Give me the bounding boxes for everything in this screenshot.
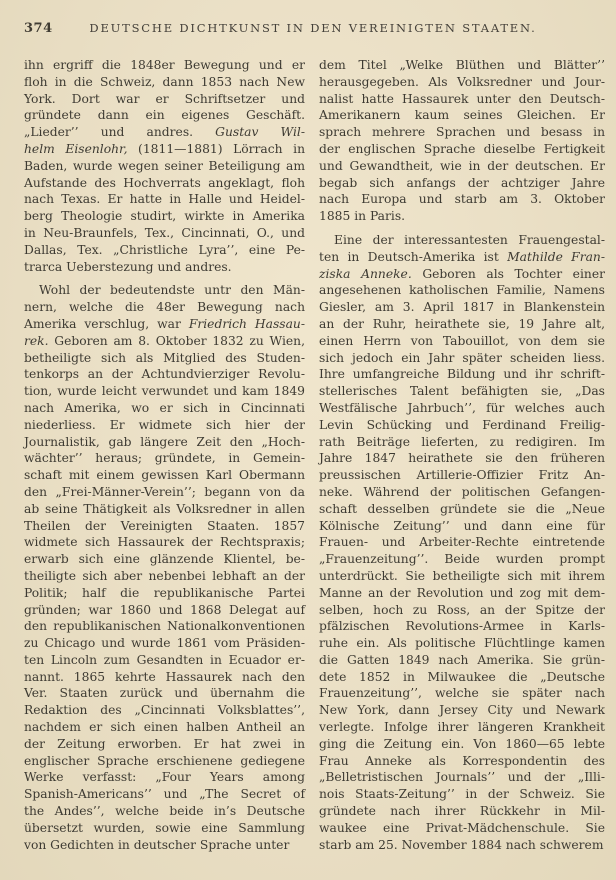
text-line — [319, 333, 605, 350]
text-segment: Aufstande des Hochverrats angeklagt, floh — [24, 175, 305, 190]
text-segment: Frauenzeitung’’, welche sie später nach — [319, 686, 605, 701]
text-line — [24, 91, 305, 108]
text-line — [319, 484, 605, 501]
text-line — [319, 753, 605, 770]
text-line — [24, 225, 305, 242]
text-segment: niederliess. Er widmete sich hier der — [24, 417, 305, 432]
text-segment: schaft mit einem gewissen Karl Obermann — [24, 468, 305, 483]
text-segment: Dallas, Tex. „Christliche Lyra’’, eine Pe- — [24, 242, 305, 257]
text-segment: Politik; half die republikanische Partei — [24, 585, 305, 600]
italic-text-segment: ziska Anneke. — [319, 266, 412, 281]
text-line — [24, 652, 305, 669]
text-segment: sich jedoch ein Jahr später scheiden liess. — [319, 350, 605, 365]
text-segment: starb am 25. November 1884 nach schwerem — [319, 837, 604, 852]
text-segment: der Zeitung erworben. Er hat zwei in — [24, 736, 305, 751]
text-segment: 1885 in Paris. — [319, 209, 406, 224]
text-segment: ten in Deutsch-Amerika ist — [319, 249, 508, 264]
text-line — [24, 685, 305, 702]
text-segment: dete 1852 in Milwaukee die „Deutsche — [319, 669, 605, 684]
text-line — [24, 175, 305, 192]
text-line — [319, 685, 605, 702]
text-segment: nachdem er sich einen halben Antheil an — [24, 720, 305, 735]
text-line — [24, 124, 305, 141]
text-line — [24, 618, 305, 635]
text-line — [319, 366, 605, 383]
text-segment: verlegte. Infolge ihrer längeren Krankheit — [319, 720, 605, 735]
text-segment: stellerisches Talent befähigten sie, „Das — [319, 384, 605, 399]
text-segment: Kölnische Zeitung’’ und dann eine für — [319, 518, 605, 533]
text-segment: nois Staats-Zeitung’’ in der Schweiz. Sie — [319, 787, 605, 802]
text-segment: „Frauenzeitung’’. Beide wurden prompt — [319, 552, 605, 567]
italic-text-segment: rek. — [24, 333, 49, 348]
text-line — [24, 333, 305, 350]
page-number: 374 — [24, 21, 53, 36]
text-segment: widmete sich Hassaurek der Rechtspraxis; — [24, 535, 305, 550]
text-segment: die Gatten 1849 nach Amerika. Sie grün- — [319, 652, 605, 667]
text-segment: nannt. 1865 kehrte Hassaurek nach den — [24, 669, 305, 684]
text-line — [24, 158, 305, 175]
text-segment: den „Frei-Männer-Verein’’; begann von da — [24, 484, 305, 499]
text-line — [24, 484, 305, 501]
text-segment: selben, hoch zu Ross, an der Spitze der — [319, 602, 605, 617]
text-columns — [24, 57, 605, 853]
text-line — [319, 618, 605, 635]
text-segment: Redaktion des „Cincinnati Volksblattes’’, — [24, 703, 305, 718]
text-segment: Journalistik, gab längere Zeit den „Hoch- — [24, 434, 305, 449]
text-line — [319, 467, 605, 484]
text-segment: Ver. Staaten zurück und übernahm die — [24, 686, 305, 701]
text-line — [319, 602, 605, 619]
text-line — [319, 191, 605, 208]
text-line — [24, 366, 305, 383]
text-segment: Frauen- und Arbeiter-Rechte eintretende — [319, 535, 605, 550]
text-line — [319, 141, 605, 158]
text-line — [319, 400, 605, 417]
text-line — [319, 282, 605, 299]
text-line — [24, 753, 305, 770]
text-line — [24, 501, 305, 518]
text-line — [319, 669, 605, 686]
text-segment: Frau Anneke als Korrespondentin des — [319, 753, 605, 768]
text-segment: einen Herrn von Tabouillot, von dem sie — [319, 333, 605, 348]
text-segment: unterdrückt. Sie betheiligte sich mit ihrem — [319, 568, 605, 583]
text-segment: Theilen der Vereinigten Staaten. 1857 — [24, 518, 305, 533]
text-line — [24, 635, 305, 652]
text-segment: gründete dann ein eigenes Geschäft. — [24, 108, 305, 123]
text-segment: Eine der interessantesten Frauengestal- — [334, 232, 605, 247]
text-line — [24, 74, 305, 91]
text-line — [24, 400, 305, 417]
text-segment: dem Titel „Welke Blüthen und Blätter’’ — [319, 58, 605, 72]
text-line — [24, 551, 305, 568]
text-segment: Geboren am 8. Oktober 1832 zu Wien, — [48, 333, 305, 348]
text-segment: Levin Schücking und Ferdinand Freilig- — [319, 417, 605, 432]
text-segment: der englischen Sprache dieselbe Fertigkeit — [319, 141, 605, 156]
text-segment: Baden, wurde wegen seiner Beteiligung am — [24, 158, 305, 173]
text-segment: erwarb sich eine glänzende Klientel, be- — [24, 552, 305, 567]
text-line — [24, 299, 305, 316]
text-line — [319, 124, 605, 141]
text-line — [24, 282, 305, 299]
text-segment: in Neu-Braunfels, Tex., Cincinnati, O., und — [24, 225, 305, 240]
text-segment: Jahre 1847 heirathete sie den früheren — [319, 451, 605, 466]
text-segment: New York, dann Jersey City und Newark — [319, 703, 605, 718]
text-segment: den republikanischen Nationalkonventionen — [24, 619, 305, 634]
text-line — [319, 383, 605, 400]
text-line — [24, 107, 305, 124]
text-line — [319, 786, 605, 803]
text-line — [24, 208, 305, 225]
text-line — [24, 837, 305, 854]
text-segment: Spanish-Americans’’ und „The Secret of — [24, 787, 305, 802]
paragraph — [24, 282, 305, 853]
text-segment: ihn ergriff die 1848er Bewegung und er — [24, 58, 305, 72]
text-segment: trarca Ueberstezung und andres. — [24, 259, 232, 274]
text-line — [24, 467, 305, 484]
text-segment: pfälzischen Revolutions-Armee in Karls- — [319, 619, 605, 634]
text-segment: „Lieder’’ und andres. — [24, 125, 216, 140]
text-line — [24, 450, 305, 467]
text-segment: Manne an der Revolution und zog mit dem- — [319, 585, 605, 600]
text-line — [319, 585, 605, 602]
text-line — [24, 786, 305, 803]
text-line — [24, 820, 305, 837]
text-segment: gründete nach ihrer Rückkehr in Mil- — [319, 804, 605, 819]
text-line — [24, 585, 305, 602]
text-line — [319, 820, 605, 837]
text-segment: Geboren als Tochter einer — [411, 266, 605, 281]
text-segment: englischer Sprache erschienene gediegene — [24, 753, 305, 768]
text-line — [319, 501, 605, 518]
text-line — [319, 635, 605, 652]
text-line — [24, 602, 305, 619]
text-line — [24, 259, 305, 276]
text-line — [319, 518, 605, 535]
italic-text-segment: Gustav Wil- — [215, 125, 305, 140]
text-line — [24, 736, 305, 753]
page-header — [0, 21, 616, 39]
text-line — [319, 837, 605, 854]
text-segment: ruhe ein. Als politische Flüchtlinge kamen — [319, 636, 605, 651]
text-segment: von Gedichten in deutscher Sprache unter — [24, 837, 290, 852]
text-segment: nalist hatte Hassaurek unter den Deutsch- — [319, 91, 605, 106]
text-segment: gründen; war 1860 und 1868 Delegat auf — [24, 602, 305, 617]
text-line — [319, 208, 605, 225]
italic-text-segment: Mathilde Fran- — [507, 249, 605, 264]
text-line — [319, 57, 605, 74]
paragraph — [319, 232, 605, 853]
text-segment: wächter’’ heraus; gründete, in Gemein- — [24, 451, 305, 466]
text-segment: schaft desselben gründete sie die „Neue — [319, 501, 605, 516]
text-segment: (1811—1881) Lörrach in — [127, 141, 306, 156]
text-line — [319, 249, 605, 266]
text-segment: tenkorps an der Achtundvierziger Revolu- — [24, 367, 305, 382]
text-line — [319, 350, 605, 367]
text-line — [319, 769, 605, 786]
paragraph — [319, 57, 605, 225]
text-segment: theiligte sich aber nebenbei lebhaft an der — [24, 568, 305, 583]
running-header: DEUTSCHE DICHTKUNST IN DEN VEREINIGTEN STAATEN. — [89, 21, 537, 35]
text-segment: an der Ruhr, heirathete sie, 19 Jahre alt, — [319, 316, 605, 331]
text-segment: nach Amerika, wo er sich in Cincinnati — [24, 400, 305, 415]
text-line — [24, 350, 305, 367]
text-line — [319, 534, 605, 551]
text-segment: preussischen Artillerie-Offizier Fritz An- — [319, 468, 605, 483]
text-line — [24, 57, 305, 74]
text-segment: und Gewandtheit, wie in der deutschen. Er — [319, 158, 605, 173]
text-segment: rath Beiträge lieferten, zu redigiren. Im — [319, 434, 605, 449]
text-segment: tion, wurde leicht verwundet und kam 1849 — [24, 384, 305, 399]
text-segment: ab seine Thätigkeit als Volksredner in allen — [24, 501, 305, 516]
text-segment: waukee eine Privat-Mädchenschule. Sie — [319, 820, 605, 835]
text-segment: betheiligte sich als Mitglied des Studen- — [24, 350, 305, 365]
text-segment: Wohl der bedeutendste untr den Män- — [39, 283, 305, 298]
text-segment: floh in die Schweiz, dann 1853 nach New — [24, 74, 305, 89]
text-line — [319, 107, 605, 124]
text-line — [319, 91, 605, 108]
text-line — [24, 434, 305, 451]
text-line — [24, 191, 305, 208]
text-line — [24, 803, 305, 820]
text-segment: Westfälische Jahrbuch’’, für welches auch — [319, 400, 605, 415]
text-segment: berg Theologie studirt, wirkte in Amerika — [24, 209, 305, 224]
text-line — [319, 299, 605, 316]
text-line — [319, 417, 605, 434]
text-segment: Werke verfasst: „Four Years among — [24, 770, 305, 785]
text-segment: Ihre umfangreiche Bildung und ihr schrift- — [319, 367, 605, 382]
text-line — [24, 702, 305, 719]
text-line — [319, 551, 605, 568]
text-line — [319, 652, 605, 669]
left-column — [24, 57, 305, 853]
text-segment: nern, welche die 48er Bewegung nach — [24, 300, 305, 315]
text-line — [24, 316, 305, 333]
text-line — [319, 232, 605, 249]
text-line — [24, 417, 305, 434]
text-segment: „Belletristischen Journals’’ und der „Illi- — [319, 770, 605, 785]
text-line — [319, 434, 605, 451]
text-line — [24, 518, 305, 535]
text-line — [24, 568, 305, 585]
text-segment: übersetzt wurden, sowie eine Sammlung — [24, 820, 305, 835]
text-segment: begab sich anfangs der achtziger Jahre — [319, 175, 605, 190]
text-segment: angesehenen katholischen Familie, Namens — [319, 283, 605, 298]
paragraph — [24, 57, 305, 275]
text-line — [319, 266, 605, 283]
text-segment: York. Dort war er Schriftsetzer und — [24, 91, 305, 106]
text-segment: the Andes’’, welche beide in’s Deutsche — [24, 804, 305, 819]
text-line — [319, 175, 605, 192]
text-line — [319, 568, 605, 585]
text-line — [24, 719, 305, 736]
text-segment: zu Chicago und wurde 1861 vom Präsiden- — [24, 636, 305, 651]
text-line — [24, 383, 305, 400]
text-segment: ging die Zeitung ein. Von 1860—65 lebte — [319, 736, 605, 751]
text-segment: nach Texas. Er hatte in Halle und Heidel- — [24, 192, 305, 207]
text-line — [24, 769, 305, 786]
text-segment: Amerikanern kaum seines Gleichen. Er — [319, 108, 605, 123]
text-segment: Giesler, am 3. April 1817 in Blankenstein — [319, 300, 605, 315]
text-line — [319, 736, 605, 753]
text-line — [24, 141, 305, 158]
text-segment: Amerika verschlug, war — [24, 316, 189, 331]
text-segment: sprach mehrere Sprachen und besass in — [319, 125, 605, 140]
text-segment: nach Europa und starb am 3. Oktober — [319, 192, 605, 207]
text-line — [24, 669, 305, 686]
text-line — [319, 803, 605, 820]
text-segment: herausgegeben. Als Volksredner und Jour- — [319, 74, 605, 89]
text-line — [319, 74, 605, 91]
text-line — [319, 158, 605, 175]
text-segment: neke. Während der politischen Gefangen- — [319, 484, 605, 499]
text-line — [24, 534, 305, 551]
text-line — [319, 450, 605, 467]
right-column — [319, 57, 605, 853]
text-line — [24, 242, 305, 259]
italic-text-segment: helm Eisenlohr, — [24, 141, 128, 156]
text-line — [319, 702, 605, 719]
text-segment: ten Lincoln zum Gesandten in Ecuador er- — [24, 652, 305, 667]
italic-text-segment: Friedrich Hassau- — [188, 316, 305, 331]
text-line — [319, 719, 605, 736]
text-line — [319, 316, 605, 333]
